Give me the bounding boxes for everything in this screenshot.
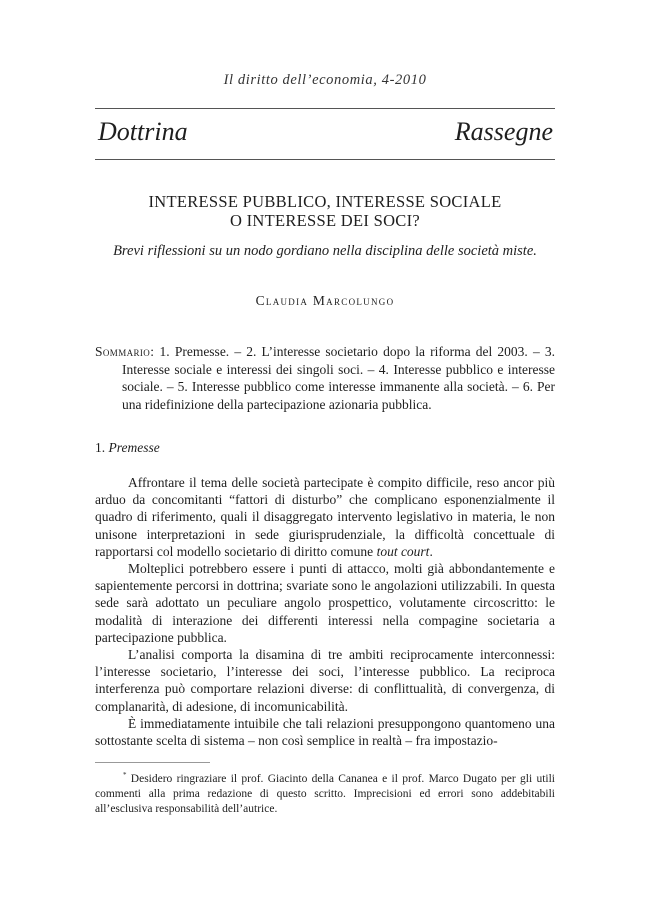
paragraph-3: L’analisi comporta la disamina di tre ambiti reciprocamente interconnessi: l’interesse societario, l’interesse dei soci, l’interesse pubblico. La reciproca interferenza può comportare relazioni diverse: di conflittualità, di convergenza, di complanarità, di adesione, di incomunicabilità.	[95, 647, 555, 714]
article-title-line-1: INTERESSE PUBBLICO, INTERESSE SOCIALE	[148, 192, 502, 211]
article-title-line-2: O INTERESSE DEI SOCI?	[229, 211, 421, 230]
section-body	[95, 474, 555, 749]
paragraph-1-end: .	[429, 543, 433, 559]
paragraph-1-text: Affrontare il tema delle società partecipate è compito difficile, reso ancor più arduo da concomitanti “fattori di disturbo” che complicano esponenzialmente il quadro di riferimento, quali il disaggregato intervento legislativo in materia, le non unisone interpretazioni in sede giurisprudenziale, la difficoltà concettuale di rapportarsi col modello societario di diritto comune	[95, 475, 555, 559]
section-heading	[95, 440, 160, 456]
article-title	[95, 192, 555, 230]
summary-lead: Sommario:	[95, 344, 155, 359]
article-author: Claudia Marcolungo	[255, 293, 395, 308]
paragraph-1	[95, 474, 555, 560]
paragraph-4: È immediatamente intuibile che tali relazioni presuppongono quantomeno una sottostante scelta di sistema – non così semplice in realtà – fra impostazio-	[95, 715, 555, 749]
journal-header: Il diritto dell’economia, 4-2010	[223, 72, 427, 88]
section-label-left: Dottrina	[98, 117, 188, 146]
header-bottom-rule	[95, 159, 555, 160]
footnote-text: Desidero ringraziare il prof. Giacinto della Cananea e il prof. Marco Dugato per gli utili commenti alla prima redazione di questo scritto. Imprecisioni ed errori sono addebitabili all’esclusiva responsabilità dell’autrice.	[95, 772, 555, 815]
footnote	[95, 768, 555, 817]
article-subtitle: Brevi riflessioni su un nodo gordiano nella disciplina delle società miste.	[113, 243, 537, 259]
summary-text: 1. Premesse. – 2. L’interesse societario dopo la riforma del 2003. – 3. Interesse sociale e interessi dei singoli soci. – 4. Interesse pubblico e interesse sociale. – 5. Interesse pubblico come interesse immanente alla società. – 6. Per una ridefinizione della partecipazione azionaria pubblica.	[122, 344, 555, 412]
article-summary	[95, 343, 555, 413]
section-title: Premesse	[108, 440, 160, 455]
footnote-rule	[95, 762, 210, 763]
paragraph-1-emphasis: tout court	[376, 543, 430, 559]
section-label-right: Rassegne	[454, 117, 553, 146]
section-number: 1.	[95, 440, 109, 455]
footnote-mark: *	[123, 771, 127, 779]
header-top-rule	[95, 108, 555, 109]
paragraph-2: Molteplici potrebbero essere i punti di attacco, molti già abbondantemente e sapientemente percorsi in dottrina; svariate sono le angolazioni utilizzabili. In questa sede sarà adottato un peculiare angolo prospettico, volutamente circoscritto: le modalità di interazione dei differenti interessi nella compagine societaria a partecipazione pubblica.	[95, 561, 555, 645]
